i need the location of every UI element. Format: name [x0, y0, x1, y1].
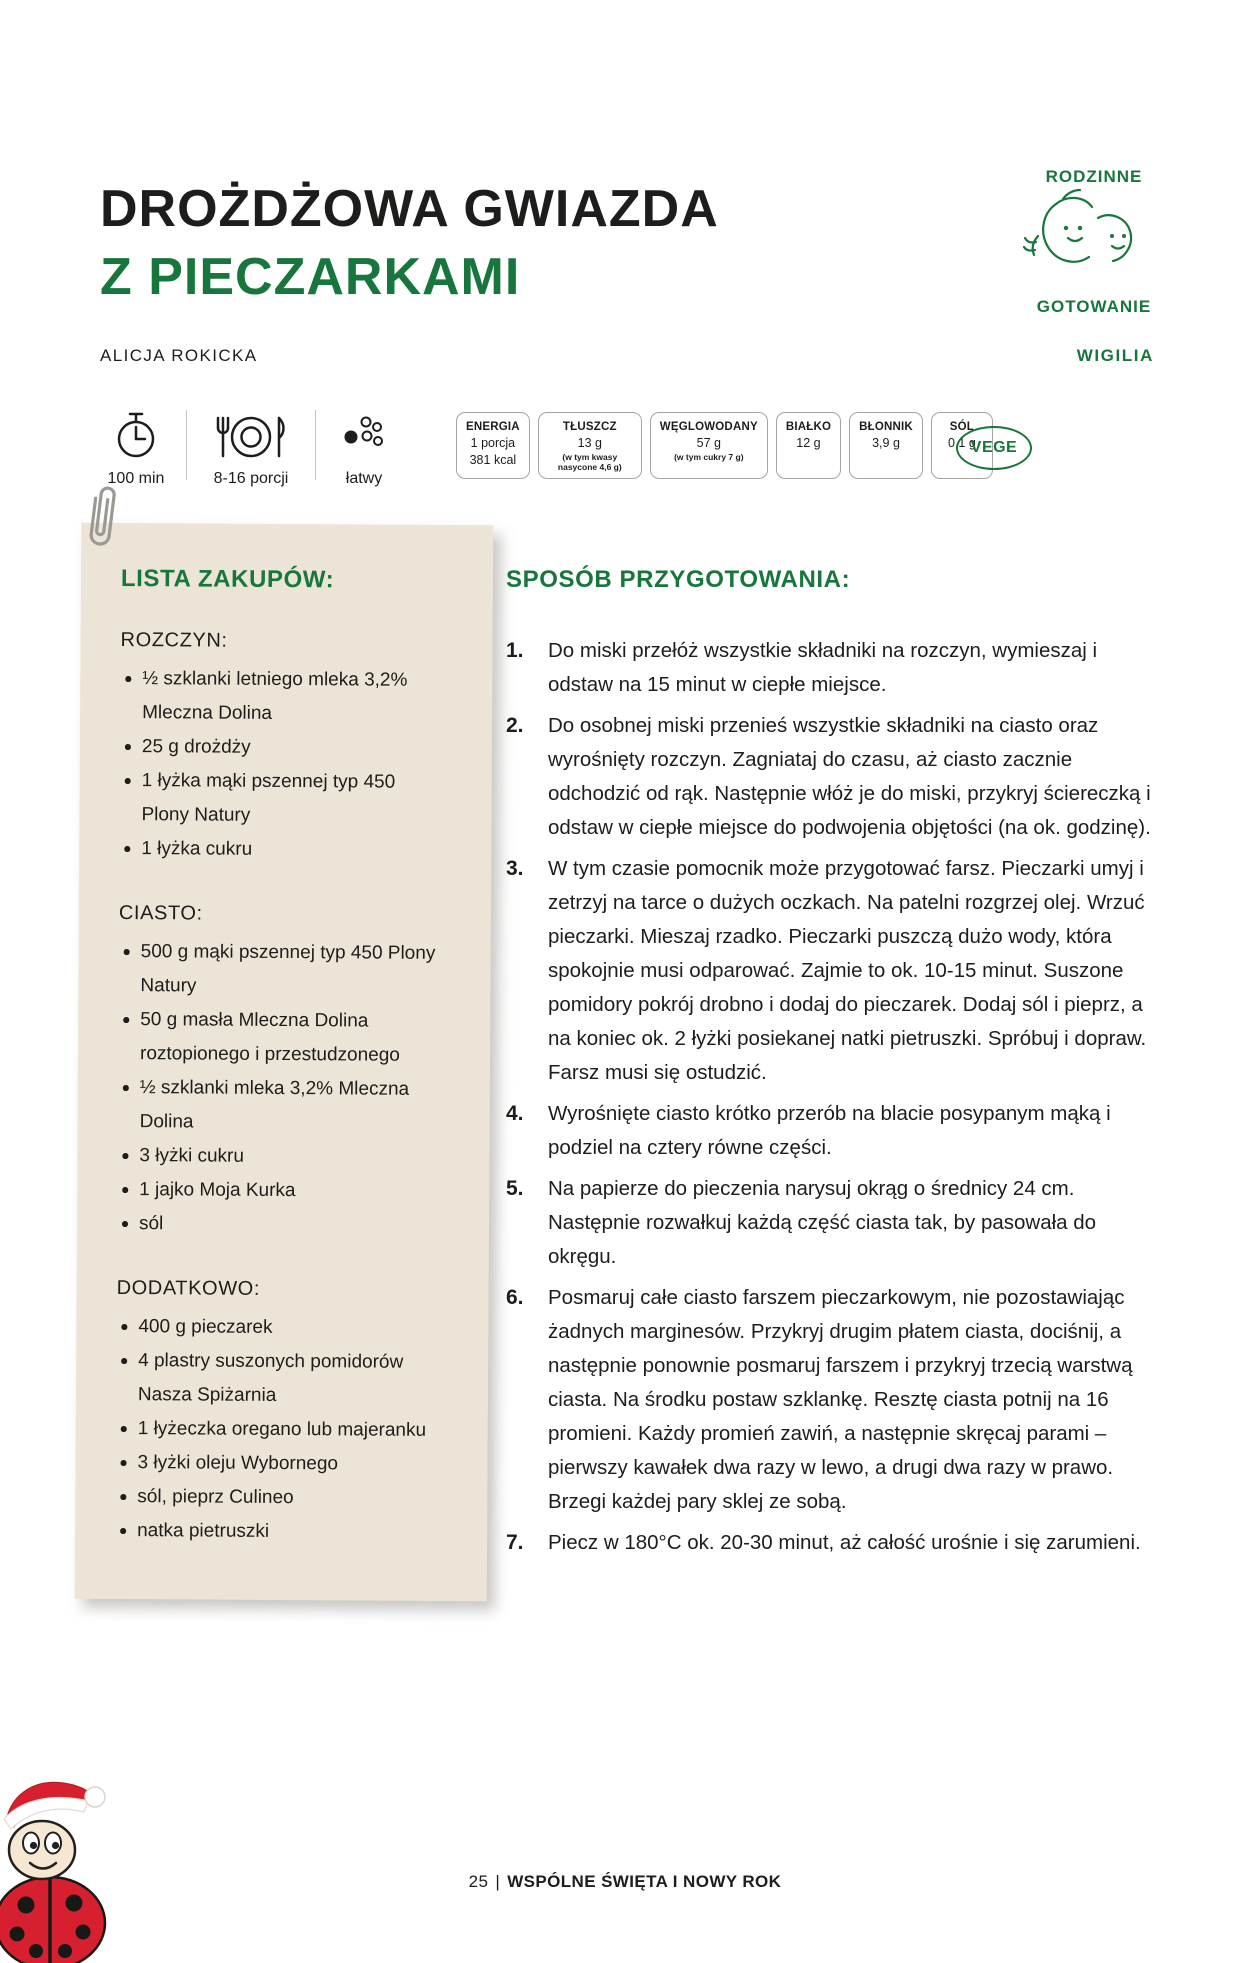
step-number: 3. — [506, 857, 524, 880]
recipe-meta — [104, 410, 394, 488]
shopping-item: ½ szklanki mleka 3,2% Mleczna Dolina — [118, 1071, 436, 1141]
logo-text-bottom: GOTOWANIE — [1036, 297, 1152, 316]
footer-title: WSPÓLNE ŚWIĘTA I NOWY ROK — [507, 1872, 782, 1891]
shopping-section-title: ROZCZYN: — [120, 628, 228, 652]
step-text: W tym czasie pomocnik może przygotować farsz. Pieczarki umyj i zetrzyj na tarce o dużych oczkach. Na patelni rozgrzej olej. Wrzuć pieczarki. Mieszaj rzadko. Pieczarki puszczą dużo wody, która spokojnie musi odparować. Zajmie to ok. 10-15 minut. Suszone pomidory pokrój drobno i dodaj do pieczarek. Dodaj sól i pieprz, a na koniec ok. 2 łyżki posiekanej natki pietruszki. Spróbuj i dopraw. Farsz musi się ostudzić. — [548, 857, 1147, 1084]
difficulty-dots-icon — [340, 410, 388, 462]
shopping-item: 1 jajko Moja Kurka — [117, 1173, 435, 1209]
paperclip-icon — [84, 481, 118, 559]
nutrition-box-bialko — [776, 412, 841, 479]
shopping-item: 500 g mąki pszennej typ 450 Plony Natury — [118, 935, 436, 1005]
shopping-item: 25 g drożdży — [120, 730, 438, 766]
shopping-items — [119, 662, 438, 868]
step-number: 6. — [506, 1286, 524, 1309]
meta-servings-label: 8-16 porcji — [213, 470, 289, 487]
prep-step — [506, 709, 1158, 845]
step-number: 2. — [506, 714, 524, 737]
prep-step — [506, 852, 1158, 1090]
nutrition-box-tluszcz — [538, 412, 642, 479]
plate-cutlery-icon — [214, 410, 288, 462]
step-number: 7. — [506, 1531, 524, 1554]
nutrition-value: 12 g — [796, 436, 821, 450]
shopping-item: sól — [117, 1207, 435, 1243]
nutrition-label: TŁUSZCZ — [562, 421, 617, 433]
meta-time-label: 100 min — [107, 470, 165, 487]
shopping-item: 1 łyżka mąki pszennej typ 450 Plony Natury — [119, 764, 437, 834]
divider — [315, 410, 316, 480]
preparation-steps — [506, 634, 1158, 1560]
step-text: Na papierze do pieczenia narysuj okrąg o średnicy 24 cm. Następnie rozwałkuj każdą część ciasta tak, by pasowała do okręgu. — [548, 1177, 1097, 1268]
prep-step — [506, 1526, 1158, 1560]
shopping-item: 400 g pieczarek — [116, 1310, 434, 1346]
nutrition-label: SÓL — [949, 421, 975, 433]
shopping-item: sól, pieprz Culineo — [115, 1480, 433, 1516]
preparation-section — [506, 566, 1158, 1567]
recipe-title — [100, 178, 719, 309]
prep-step — [506, 1172, 1158, 1274]
nutrition-box-weglowodany — [650, 412, 768, 479]
shopping-section-title: CIASTO: — [118, 901, 203, 925]
nutrition-value: 13 g — [577, 436, 602, 450]
nutrition-value: 1 porcja — [470, 436, 516, 450]
shopping-section-rozczyn — [119, 629, 438, 868]
step-text: Wyrośnięte ciasto krótko przerób na blacie posypanym mąką i podziel na cztery równe części. — [548, 1102, 1111, 1159]
step-text: Do miski przełóż wszystkie składniki na rozczyn, wymieszaj i odstaw na 15 minut w ciepłe miejsce. — [548, 639, 1098, 696]
shopping-item: 1 łyżka cukru — [119, 832, 437, 868]
prep-step — [506, 1097, 1158, 1165]
logo-text-top: RODZINNE — [1045, 167, 1143, 186]
shopping-item: natka pietruszki — [115, 1514, 433, 1550]
recipe-author: ALICJA ROKICKA — [100, 346, 258, 365]
shopping-item: 1 łyżeczka oregano lub majeranku — [116, 1412, 434, 1448]
nutrition-value: 57 g — [696, 436, 721, 450]
prep-step — [506, 1281, 1158, 1519]
shopping-item: ½ szklanki letniego mleka 3,2% Mleczna Dolina — [120, 662, 438, 732]
step-text: Posmaruj całe ciasto farszem pieczarkowym, nie pozostawiając żadnych marginesów. Przykryj drugim płatem ciasta, dociśnij, a następnie ponownie posmaruj farszem i przykryj trzecią warstwą ciasta. Na środku postaw szklankę. Resztę ciasta potnij na 16 promieni. Każdy promień zawiń, a następnie skręcaj parami – pierwszy kawałek dwa razy w lewo, a drugi dwa razy w prawo. Brzegi każdej pary sklej ze sobą. — [548, 1286, 1133, 1513]
divider — [186, 410, 187, 480]
page-number: 25 — [468, 1872, 489, 1891]
meta-difficulty-label: łatwy — [345, 470, 383, 487]
clock-icon — [112, 410, 160, 462]
meta-time — [104, 410, 168, 488]
nutrition-label: BŁONNIK — [859, 421, 913, 433]
shopping-item: 50 g masła Mleczna Dolina roztopionego i przestudzonego — [118, 1003, 436, 1073]
shopping-section-ciasto — [117, 902, 437, 1243]
rodzinne-gotowanie-logo — [1016, 162, 1166, 320]
category-label: WIGILIA — [1076, 346, 1154, 365]
nutrition-note: (w tym kwasy nasycone 4,6 g) — [557, 452, 622, 473]
nutrition-value: 381 kcal — [469, 453, 517, 467]
shopping-item: 3 łyżki cukru — [117, 1139, 435, 1175]
ladybug-mascot — [0, 1773, 132, 1963]
nutrition-value: 0,1 g — [948, 436, 976, 450]
nutrition-value: 3,9 g — [872, 436, 900, 450]
page-footer — [0, 1872, 1250, 1892]
footer-separator: | — [495, 1872, 501, 1891]
nutrition-label: WĘGLOWODANY — [659, 421, 758, 433]
prep-step — [506, 634, 1158, 702]
meta-servings — [205, 410, 297, 488]
shopping-list-panel — [75, 523, 494, 1601]
step-text: Piecz w 180°C ok. 20-30 minut, aż całość urośnie i się zarumieni. — [548, 1531, 1141, 1554]
step-text: Do osobnej miski przenieś wszystkie składniki na ciasto oraz wyrośnięty rozczyn. Zagniataj do czasu, aż ciasto zacznie odchodzić od rąk. Następnie włóż je do miski, przykryj ściereczką i odstaw w ciepłe miejsce do podwojenia objętości (na ok. godzinę). — [548, 714, 1151, 839]
nutrition-box-energia — [456, 412, 530, 479]
nutrition-label: BIAŁKO — [785, 421, 832, 433]
recipe-title-line1: DROŻDŻOWA GWIAZDA — [100, 180, 719, 238]
shopping-section-dodatkowo — [115, 1277, 435, 1550]
nutrition-label: ENERGIA — [466, 421, 520, 433]
shopping-items — [117, 935, 437, 1243]
shopping-item: 3 łyżki oleju Wybornego — [115, 1446, 433, 1482]
preparation-heading: SPOSÓB PRZYGOTOWANIA: — [506, 566, 851, 593]
shopping-items — [115, 1310, 434, 1550]
step-number: 5. — [506, 1177, 524, 1200]
nutrition-table — [456, 412, 993, 479]
shopping-list-heading: LISTA ZAKUPÓW: — [120, 564, 335, 594]
shopping-section-title: DODATKOWO: — [116, 1276, 261, 1300]
shopping-item: 4 plastry suszonych pomidorów Nasza Spiżarnia — [116, 1344, 434, 1414]
nutrition-box-blonnik — [849, 412, 923, 479]
recipe-title-line2: Z PIECZARKAMI — [100, 248, 521, 307]
step-number: 1. — [506, 639, 524, 662]
vege-badge: VEGE — [956, 426, 1032, 470]
step-number: 4. — [506, 1102, 524, 1125]
meta-difficulty — [334, 410, 394, 488]
nutrition-note: (w tym cukry 7 g) — [674, 452, 744, 462]
family-faces-icon — [1024, 190, 1131, 262]
